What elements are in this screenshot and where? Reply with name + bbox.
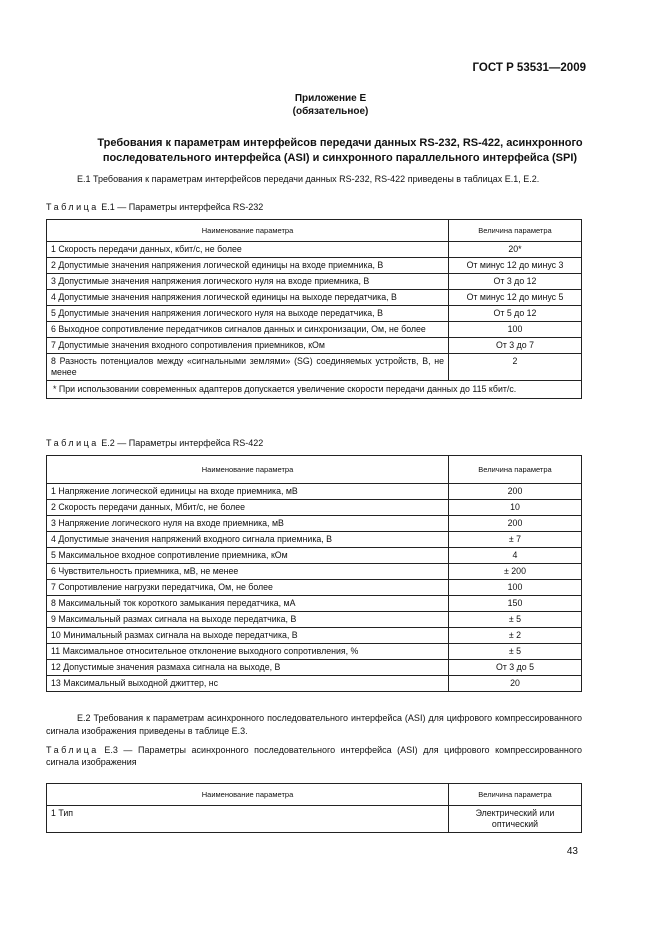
table2-caption [46,437,263,449]
table-row [47,612,582,628]
table-row [47,322,582,338]
table-header-row [47,456,582,484]
param-name: 7 Сопротивление нагрузки передатчика, Ом, не более [47,580,449,596]
column-header-value: Величина параметра [449,456,582,484]
param-name: 1 Скорость передачи данных, кбит/с, не более [47,242,449,258]
table-row [47,338,582,354]
table-row [47,806,582,833]
column-header-name: Наименование параметра [47,456,449,484]
param-name: 7 Допустимые значения входного сопротивления приемников, кОм [47,338,449,354]
table-rs232 [46,219,582,399]
table-row [47,676,582,692]
table-row [47,660,582,676]
param-name: 3 Напряжение логического нуля на входе приемника, мВ [47,516,449,532]
param-value: От 3 до 7 [449,338,582,354]
param-value: 100 [449,580,582,596]
param-value: 2 [449,354,582,381]
table-header-row [47,784,582,806]
param-name: 1 Тип [47,806,449,833]
param-value: 200 [449,516,582,532]
column-header-value: Величина параметра [449,220,582,242]
table-row [47,644,582,660]
param-name: 5 Максимальное входное сопротивление приемника, кОм [47,548,449,564]
table-rs422 [46,455,582,692]
table-row [47,258,582,274]
param-name: 9 Максимальный размах сигнала на выходе передатчика, В [47,612,449,628]
param-name: 5 Допустимые значения напряжения логического нуля на выходе передатчика, В [47,306,449,322]
section-title: Требования к параметрам интерфейсов передачи данных RS-232, RS-422, асинхронного последовательного интерфейса (ASI) и синхронного параллельного интерфейса (SPI) [97,137,583,164]
param-value: От минус 12 до минус 3 [449,258,582,274]
table-row [47,532,582,548]
param-name: 4 Допустимые значения напряжения логической единицы на выходе передатчика, В [47,290,449,306]
table-asi [46,783,582,833]
table1-caption [46,201,263,213]
param-value: От минус 12 до минус 5 [449,290,582,306]
param-name: 2 Допустимые значения напряжения логической единицы на входе приемника, В [47,258,449,274]
page-number: 43 [566,846,578,857]
table-row [47,564,582,580]
param-value: ± 5 [449,644,582,660]
table-header-row [47,220,582,242]
param-value: ± 200 [449,564,582,580]
table3-caption [46,744,582,768]
param-name: 2 Скорость передачи данных, Мбит/с, не более [47,500,449,516]
table-row [47,290,582,306]
param-value: 20* [449,242,582,258]
param-value: От 3 до 12 [449,274,582,290]
column-header-name: Наименование параметра [47,784,449,806]
table-row [47,628,582,644]
appendix-status: (обязательное) [292,106,369,117]
table1-caption-word: Таблица [46,202,99,212]
table-row [47,516,582,532]
table-row [47,548,582,564]
table-row [47,242,582,258]
table-row [47,306,582,322]
table-row [47,580,582,596]
param-name: 4 Допустимые значения напряжений входного сигнала приемника, В [47,532,449,548]
table-row [47,596,582,612]
param-name: 11 Максимальное относительное отклонение выходного сопротивления, % [47,644,449,660]
param-value: 150 [449,596,582,612]
param-value: 200 [449,484,582,500]
param-name: 12 Допустимые значения размаха сигнала на выходе, В [47,660,449,676]
param-value: От 5 до 12 [449,306,582,322]
param-name: 8 Разность потенциалов между «сигнальными землями» (SG) соединяемых устройств, В, не менее [47,354,449,381]
param-name: 6 Выходное сопротивление передатчиков сигналов данных и синхронизации, Ом, не более [47,322,449,338]
param-value: 20 [449,676,582,692]
param-name: 6 Чувствительность приемника, мВ, не менее [47,564,449,580]
column-header-value: Величина параметра [449,784,582,806]
table1-caption-text: Е.1 — Параметры интерфейса RS-232 [98,202,264,212]
table1-footnote: * При использовании современных адаптеров допускается увеличение скорости передачи данных до 115 кбит/с. [47,381,582,399]
column-header-name: Наименование параметра [47,220,449,242]
table3-caption-word: Таблица [46,745,99,755]
param-value: ± 7 [449,532,582,548]
table-row [47,500,582,516]
param-value: ± 5 [449,612,582,628]
param-name: 3 Допустимые значения напряжения логического нуля на входе приемника, В [47,274,449,290]
param-name: 8 Максимальный ток короткого замыкания передатчика, мА [47,596,449,612]
param-name: 10 Минимальный размах сигнала на выходе передатчика, В [47,628,449,644]
param-name: 1 Напряжение логической единицы на входе приемника, мВ [47,484,449,500]
table3-caption-text: Е.3 — Параметры асинхронного последовательного интерфейса (ASI) для цифрового компрессированного сигнала изображения [46,745,582,767]
appendix-title: Приложение Е [294,93,367,104]
param-name: 13 Максимальный выходной джиттер, нс [47,676,449,692]
param-value: 4 [449,548,582,564]
document-standard-header: ГОСТ Р 53531—2009 [472,62,586,74]
param-value: Электрический или оптический [449,806,582,833]
param-value: ± 2 [449,628,582,644]
table-note-row [47,381,582,399]
table2-caption-word: Таблица [46,438,99,448]
table2-caption-text: Е.2 — Параметры интерфейса RS-422 [98,438,264,448]
table-row [47,274,582,290]
table-row [47,484,582,500]
param-value: От 3 до 5 [449,660,582,676]
param-value: 10 [449,500,582,516]
paragraph-e1: Е.1 Требования к параметрам интерфейсов передачи данных RS-232, RS-422 приведены в таблицах Е.1, Е.2. [77,174,540,184]
appendix-heading [0,92,661,118]
param-value: 100 [449,322,582,338]
paragraph-e2: Е.2 Требования к параметрам асинхронного последовательного интерфейса (ASI) для цифрового компрессированного сигнала изображения приведены в таблице Е.3. [46,713,582,736]
table-row [47,354,582,381]
